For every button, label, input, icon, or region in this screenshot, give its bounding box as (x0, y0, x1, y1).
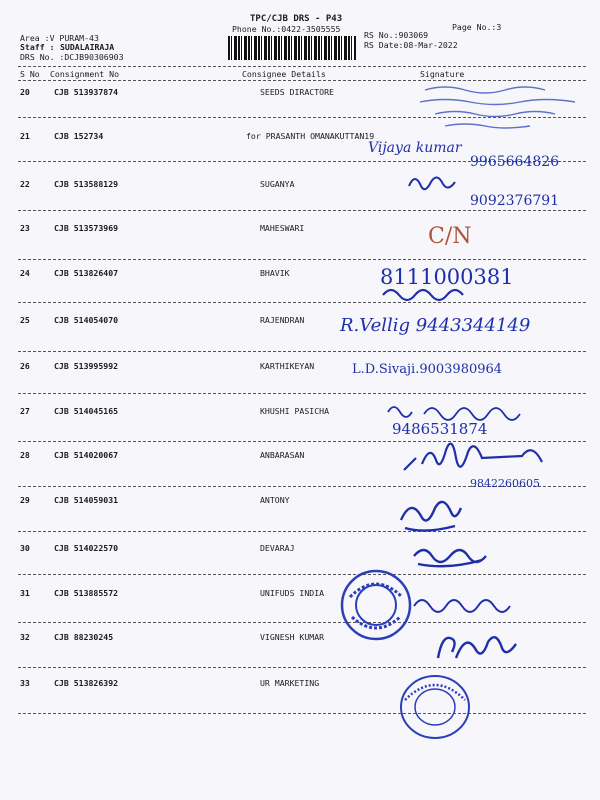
row-divider (18, 393, 586, 394)
handwritten-signature-scribble (432, 628, 522, 668)
row-sno: 21 (20, 131, 30, 141)
row-consignment: CJB 513573969 (54, 223, 119, 233)
row-consignee: BHAVIK (260, 268, 290, 278)
row-divider (18, 531, 586, 532)
row-consignee: UR MARKETING (260, 678, 320, 688)
area: Area :V PURAM-43 (20, 33, 99, 43)
row-sno: 29 (20, 495, 30, 505)
rubber-stamp (415, 80, 595, 136)
sheet-title: TPC/CJB DRS - P43 (250, 14, 343, 24)
row-consignment: CJB 514054070 (54, 315, 119, 325)
handwritten-signature: L.D.Sivaji.9003980964 (352, 362, 503, 377)
row-sno: 20 (20, 87, 30, 97)
row-sno: 23 (20, 223, 30, 233)
row-consignment: CJB 514045165 (54, 406, 119, 416)
handwritten-mark: C/N (428, 224, 472, 249)
handwritten-phone: 9965664826 (470, 154, 560, 170)
tamil-signature (384, 400, 534, 422)
handwritten-signature-scribble (400, 440, 560, 480)
row-consignee: ANTONY (260, 495, 290, 505)
barcode (228, 36, 356, 60)
row-consignee: KARTHIKEYAN (260, 361, 315, 371)
row-consignee: VIGNESH KUMAR (260, 632, 325, 642)
row-consignment: CJB 514059031 (54, 495, 119, 505)
row-sno: 30 (20, 543, 30, 553)
row-consignee: MAHESWARI (260, 223, 305, 233)
row-consignment: CJB 88230245 (54, 632, 114, 642)
row-consignment: CJB 513588129 (54, 179, 119, 189)
col-consignment: Consignment No (50, 69, 120, 79)
handwritten-phone: 9092376791 (470, 193, 560, 209)
row-consignment: CJB 514022570 (54, 543, 119, 553)
row-divider (18, 351, 586, 352)
staff-label: Staff : (20, 42, 55, 52)
row-consignee: SEEDS DIRACTORE (260, 87, 334, 97)
row-sno: 27 (20, 406, 30, 416)
phone-number: Phone No.:0422-3505555 (232, 24, 341, 34)
handwritten-name: Vijaya kumar (368, 140, 462, 156)
row-consignment: CJB 513826392 (54, 678, 119, 688)
col-consignee: Consignee Details (242, 69, 326, 79)
row-divider (18, 259, 586, 260)
tamil-signature (405, 170, 465, 194)
row-consignee: KHUSHI PASICHA (260, 406, 330, 416)
handwritten-phone: 8111000381 (380, 265, 514, 289)
row-consignee: DEVARAJ (260, 543, 295, 553)
row-sno: 26 (20, 361, 30, 371)
row-consignment: CJB 514020067 (54, 450, 119, 460)
staff-name: SUDALAIRAJA (60, 42, 115, 52)
page-number: Page No.:3 (452, 22, 502, 32)
row-consignment: CJB 513995992 (54, 361, 119, 371)
round-company-seal (338, 567, 414, 643)
col-signature: Signature (420, 69, 465, 79)
row-sno: 33 (20, 678, 30, 688)
handwritten-signature: R.Vellig 9443344149 (340, 315, 531, 336)
row-divider (18, 622, 586, 623)
tamil-signature (380, 283, 470, 305)
row-consignee: ANBARASAN (260, 450, 305, 460)
row-divider (18, 574, 586, 575)
row-sno: 32 (20, 632, 30, 642)
col-sno: S No (20, 69, 40, 79)
row-sno: 22 (20, 179, 30, 189)
handwritten-signature-scribble (410, 540, 490, 574)
handwritten-phone: 9486531874 (392, 420, 488, 438)
drs-number: DRS No. :DCJB90306903 (20, 52, 124, 62)
row-sno: 28 (20, 450, 30, 460)
row-consignment: CJB 513937874 (54, 87, 119, 97)
handwritten-phone: 9842260605 (470, 477, 540, 490)
rs-date: RS Date:08-Mar-2022 (364, 40, 458, 50)
row-consignment: CJB 152734 (54, 131, 104, 141)
row-consignee: UNIFUDS INDIA (260, 588, 325, 598)
handwritten-signature-scribble (395, 496, 475, 536)
row-sno: 24 (20, 268, 30, 278)
row-sno: 25 (20, 315, 30, 325)
row-consignment: CJB 513826407 (54, 268, 119, 278)
header-divider (18, 66, 586, 67)
row-sno: 31 (20, 588, 30, 598)
rs-number: RS No.:903069 (364, 30, 429, 40)
row-consignee: SUGANYA (260, 179, 295, 189)
row-consignment: CJB 513885572 (54, 588, 119, 598)
row-divider (18, 302, 586, 303)
row-consignee: RAJENDRAN (260, 315, 305, 325)
tamil-signature (410, 590, 520, 620)
row-consignee: for PRASANTH OMANAKUTTAN19 (246, 131, 375, 141)
round-seal-lower (395, 672, 475, 742)
row-divider (18, 210, 586, 211)
row-divider (18, 713, 586, 714)
